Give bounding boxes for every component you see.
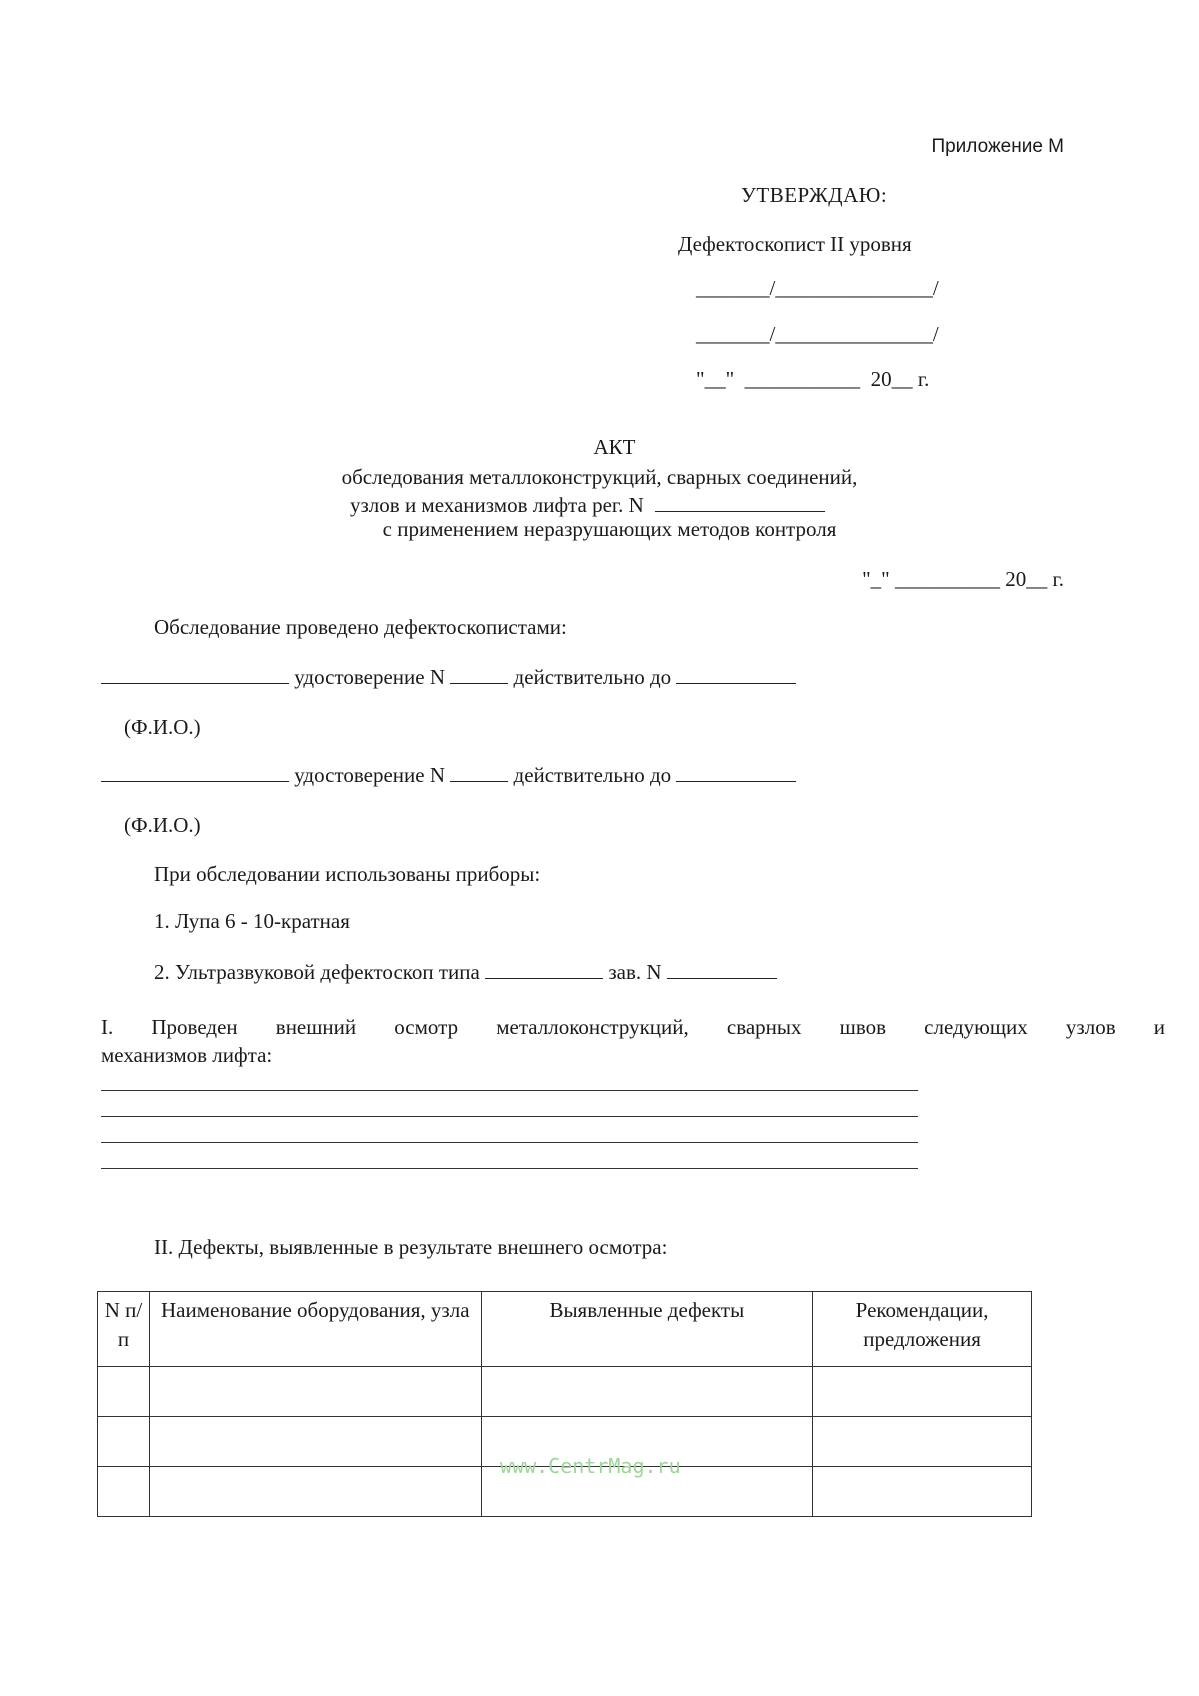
act-subtitle-line-3: с применением неразрушающих методов контроля xyxy=(382,517,837,541)
inspector-2-cert-blank xyxy=(450,761,508,782)
table-cell xyxy=(149,1367,481,1417)
inspector-1-name-blank xyxy=(101,663,289,684)
inspector-2-fio: (Ф.И.О.) xyxy=(124,813,201,837)
inspector-1-fio: (Ф.И.О.) xyxy=(124,715,201,739)
section-1-blank-line-2 xyxy=(101,1116,918,1117)
instrument-1: 1. Лупа 6 - 10-кратная xyxy=(154,909,350,933)
inspector-1-cert-label: удостоверение N xyxy=(294,665,446,689)
act-subtitle-line-1: обследования металлоконструкций, сварных соединений, xyxy=(341,465,858,489)
approval-role: Дефектоскопист II уровня xyxy=(678,232,912,256)
section-1-line-1: I. Проведен внешний осмотр металлоконструкций, сварных швов следующих узлов и xyxy=(101,1015,1165,1039)
table-header-row xyxy=(98,1292,1032,1367)
header-recommendations: Рекомендации, предложения xyxy=(813,1292,1032,1367)
table-cell xyxy=(149,1417,481,1467)
act-subtitle-line-2 xyxy=(350,491,825,518)
header-defects: Выявленные дефекты xyxy=(481,1292,813,1367)
inspector-2-cert-label: удостоверение N xyxy=(294,763,446,787)
act-title: АКТ xyxy=(593,435,636,459)
act-subtitle-line-2-text: узлов и механизмов лифта рег. N xyxy=(350,493,644,517)
section-2-title: II. Дефекты, выявленные в результате внешнего осмотра: xyxy=(154,1235,668,1259)
approval-date-line: "__" ___________ 20__ г. xyxy=(696,367,930,391)
table-row xyxy=(98,1367,1032,1417)
instrument-2 xyxy=(154,958,777,985)
table-cell xyxy=(98,1467,150,1517)
instruments-intro: При обследовании использованы приборы: xyxy=(154,862,541,886)
section-1-blank-line-1 xyxy=(101,1090,918,1091)
table-cell xyxy=(813,1367,1032,1417)
watermark: www.CentrMag.ru xyxy=(500,1454,681,1478)
inspector-row-1 xyxy=(101,663,796,690)
table-cell xyxy=(98,1367,150,1417)
inspector-2-name-blank xyxy=(101,761,289,782)
inspector-2-valid-blank xyxy=(676,761,796,782)
section-1-blank-line-3 xyxy=(101,1142,918,1143)
inspector-1-valid-blank xyxy=(676,663,796,684)
table-cell xyxy=(481,1367,813,1417)
header-number: N п/п xyxy=(98,1292,150,1367)
appendix-label: Приложение М xyxy=(931,136,1064,157)
serial-number-blank xyxy=(667,958,777,979)
table-cell xyxy=(813,1417,1032,1467)
signature-line-1: _______/_______________/ xyxy=(696,276,939,300)
table-cell xyxy=(813,1467,1032,1517)
header-equipment: Наименование оборудования, узла xyxy=(149,1292,481,1367)
inspector-1-cert-blank xyxy=(450,663,508,684)
approval-heading: УТВЕРЖДАЮ: xyxy=(741,183,888,207)
inspector-2-valid-label: действительно до xyxy=(513,763,672,787)
instrument-type-blank xyxy=(485,958,603,979)
table-cell xyxy=(98,1417,150,1467)
inspector-row-2 xyxy=(101,761,796,788)
section-1-blank-line-4 xyxy=(101,1168,918,1169)
registration-number-blank xyxy=(655,491,825,512)
serial-label: зав. N xyxy=(608,960,662,984)
table-cell xyxy=(149,1467,481,1517)
section-1-line-2: механизмов лифта: xyxy=(101,1043,273,1067)
inspectors-intro: Обследование проведено дефектоскопистами: xyxy=(154,615,567,639)
signature-line-2: _______/_______________/ xyxy=(696,322,939,346)
act-date-line: "_" __________ 20__ г. xyxy=(862,567,1064,591)
instrument-2-label: 2. Ультразвуковой дефектоскоп типа xyxy=(154,960,480,984)
inspector-1-valid-label: действительно до xyxy=(513,665,672,689)
defects-table xyxy=(97,1291,1032,1517)
